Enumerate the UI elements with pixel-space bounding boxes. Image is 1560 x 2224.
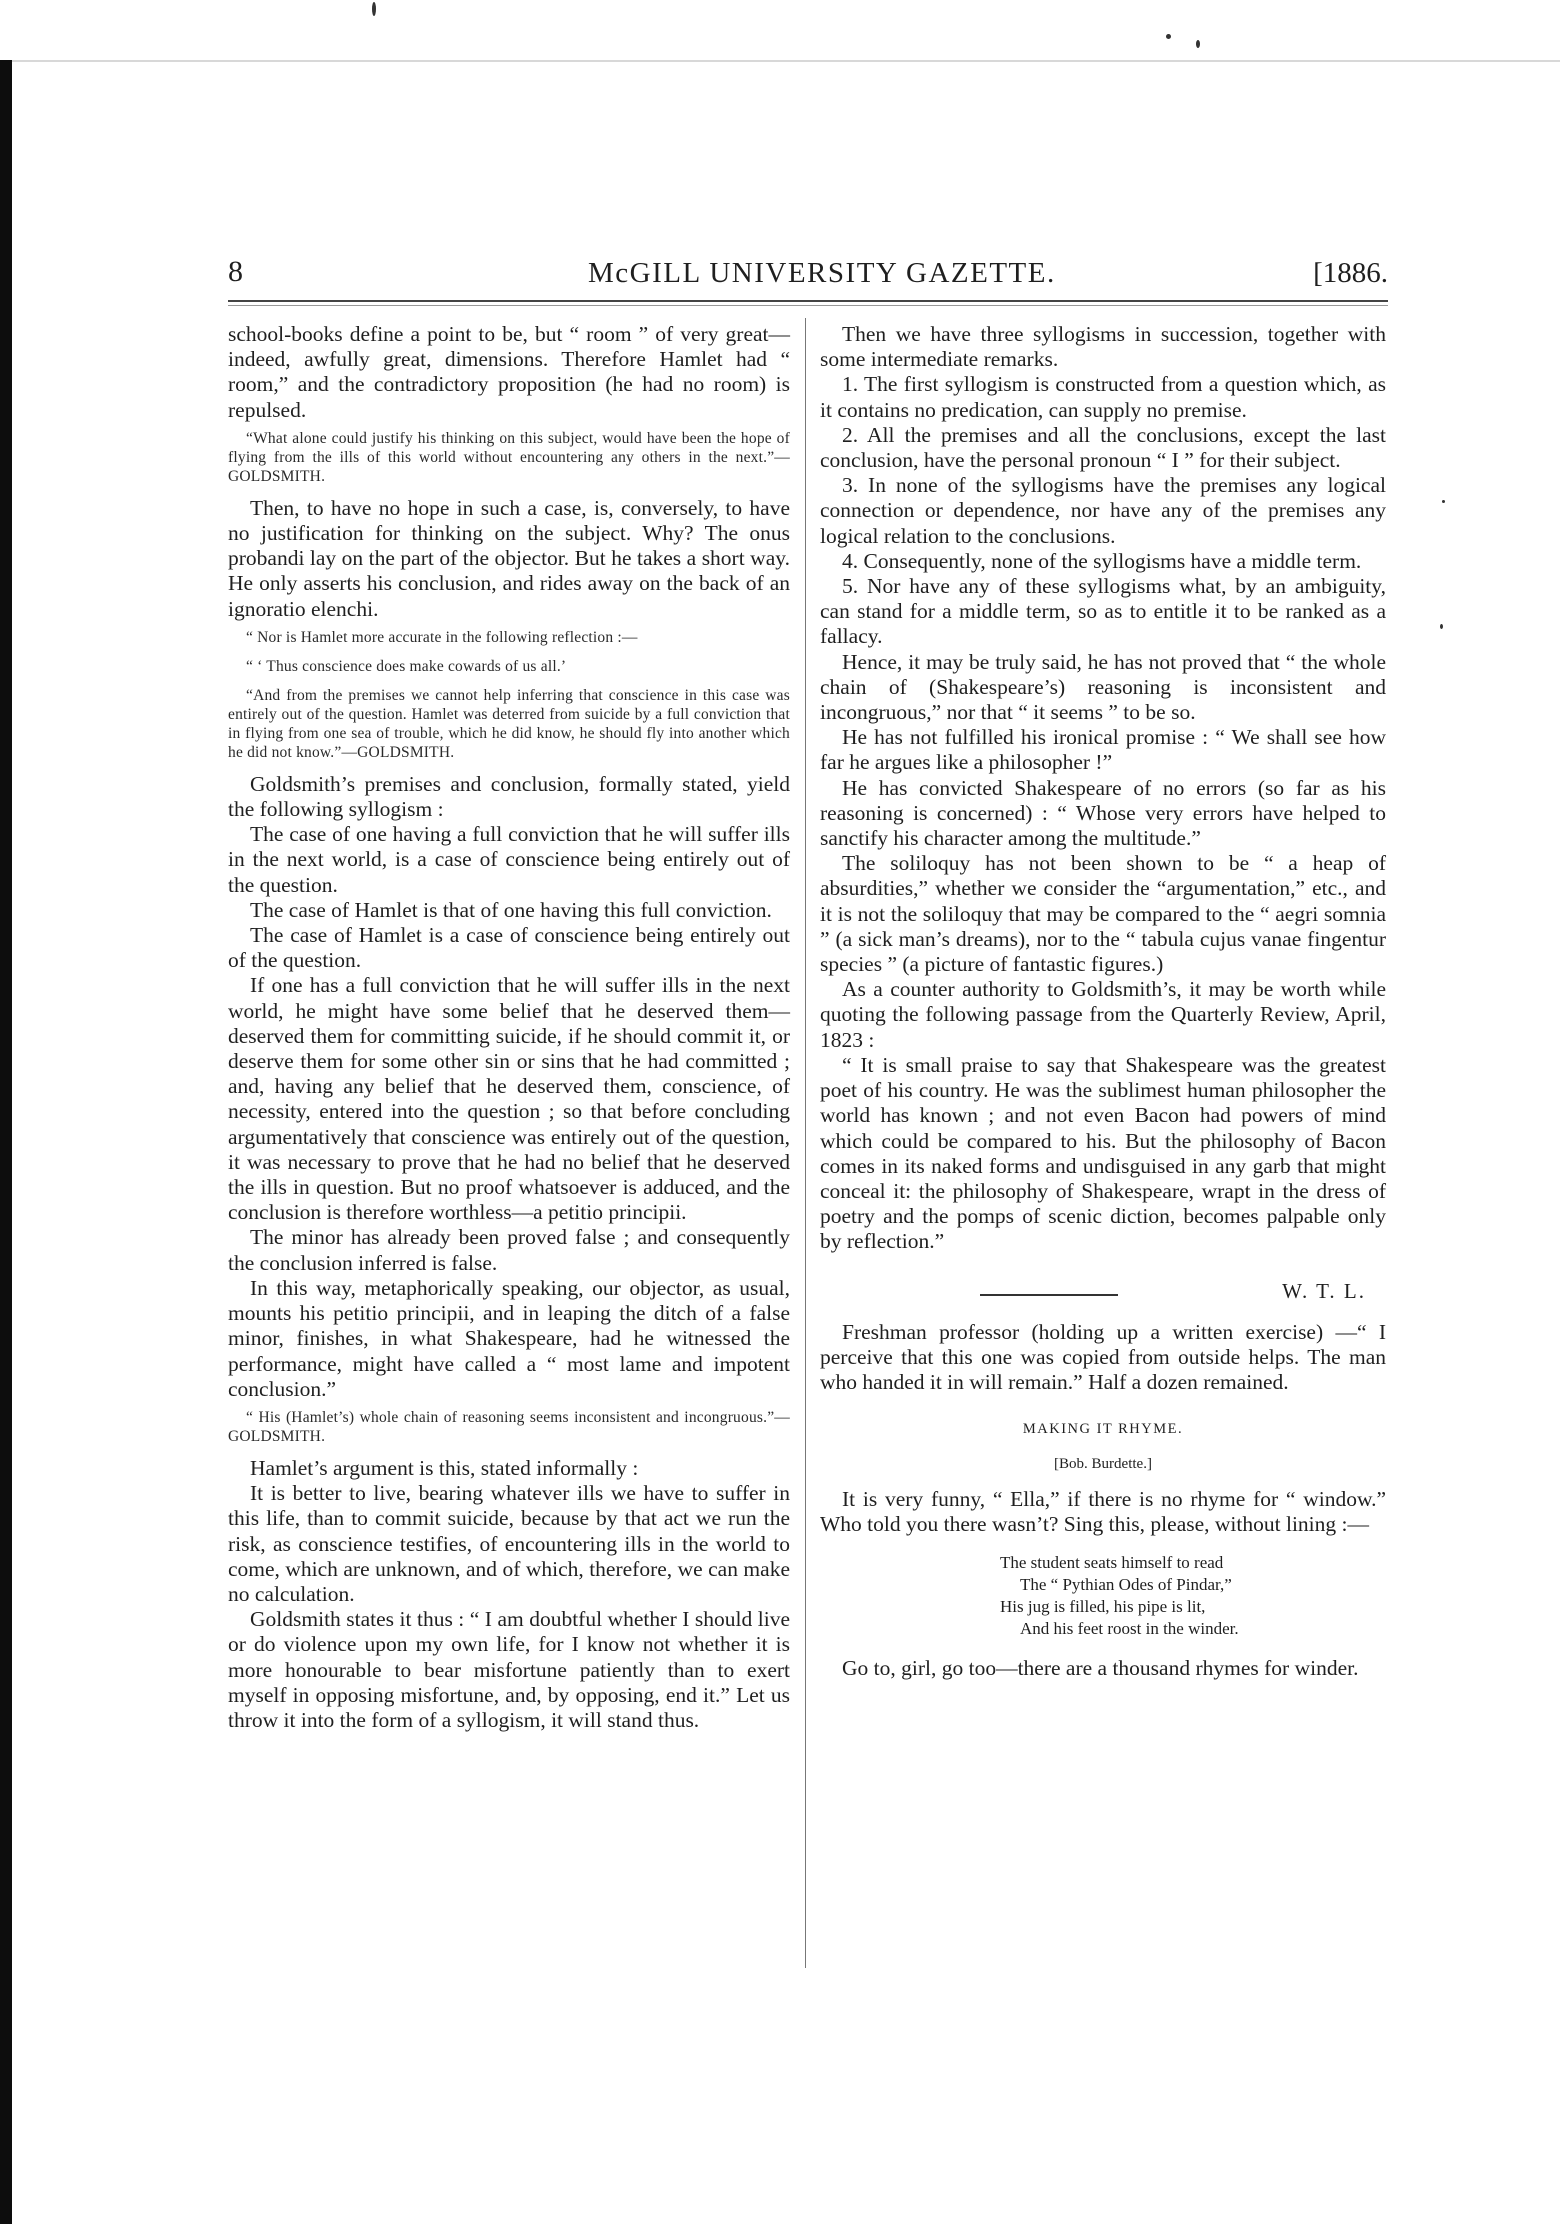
paragraph: 1. The first syllogism is constructed from a question which, as it contains no predication, can supply no premise. [820,372,1386,422]
closing-paragraph: Go to, girl, go too—there are a thousand rhymes for winder. [842,1655,1359,1680]
paragraph: The case of Hamlet is that of one having this full conviction. [250,897,772,922]
paragraph: He has not fulfilled his ironical promise : “ We shall see how far he argues like a philosopher !” [820,725,1386,775]
verse-line: The student seats himself to read [1000,1552,1224,1572]
scan-speck [1440,624,1443,629]
anecdote: Freshman professor (holding up a written exercise) —“ I perceive that this one was copied from outside helps. The man who handed it in will remain.” Half a dozen remained. [820,1319,1386,1394]
paragraph: He has convicted Shakespeare of no errors (so far as his reasoning is concerned) : “ Whose very errors have helped to sanctify his character among the multitude.” [820,775,1386,851]
paragraph: 3. In none of the syllogisms have the premises any logical connection or dependence, nor have any of the premises any logical relation to the conclusions. [820,473,1386,548]
paragraph: school-books define a point to be, but “ room ” of very great—indeed, awfully great, dimensions. Therefore Hamlet had “ room,” and the contradictory proposition (he had no room) is repulsed. [228,322,790,422]
column-divider [805,318,806,1968]
paragraph: Goldsmith’s premises and conclusion, formally stated, yield the following syllogism : [228,771,790,822]
verse [820,1552,1386,1640]
paragraph: “ It is small praise to say that Shakespeare was the greatest poet of his country. He was the sublimest human philosopher the world has known ; and not even Bacon had powers of mind which could be compared to his. But the philosophy of Bacon comes in its naked forms and undisguised in any garb that might conceal it: the philosophy of Shakespeare, wrapt in the dress of poetry and the pomps of scenic diction, becomes palpable only by reflection.” [820,1052,1386,1254]
block-quote: “ ‘ Thus conscience does make cowards of us all.’ [246,657,567,675]
page-header [228,255,1388,295]
paragraph: Then, to have no hope in such a case, is, conversely, to have no justification for thinking on the subject. Why? The onus probandi lay on the part of the objector. But he takes a short way. He only asserts his conclusion, and rides away on the back of an ignoratio elenchi. [228,495,790,621]
block-quote: “ Nor is Hamlet more accurate in the following reflection :— [246,628,638,646]
scan-speck [372,2,376,16]
publication-year: [1886. [1313,257,1388,289]
paragraph: As a counter authority to Goldsmith’s, it may be worth while quoting the following passage from the Quarterly Review, April, 1823 : [820,977,1386,1052]
paragraph: Hence, it may be truly said, he has not proved that “ the whole chain of (Shakespeare’s) reasoning is inconsistent and incongruous,” nor that “ it seems ” to be so. [820,649,1386,725]
header-rule-thin [228,305,1388,306]
scan-speck [1442,500,1445,503]
paragraph: The soliloquy has not been shown to be “ a heap of absurdities,” whether we consider the “argumentation,” etc., and it is not the soliloquy that may be compared to the “ aegri somnia ” (a sick man’s dreams), nor to the “ tabula cujus vanae fingentur species ” (a picture of fantastic figures.) [820,851,1386,977]
verse-line: His jug is filled, his pipe is lit, [1000,1596,1206,1616]
right-column [820,322,1386,1681]
signature: W. T. L. [1282,1278,1366,1303]
right-column-article [820,322,1386,1255]
paragraph: In this way, metaphorically speaking, our objector, as usual, mounts his petitio principii, and in leaping the ditch of a false minor, finishes, in what Shakespeare, had he witnessed the performance, might have called a “ most lame and impotent conclusion.” [228,1275,790,1401]
paragraph: Goldsmith states it thus : “ I am doubtful whether I should live or do violence upon my own life, for I know not whether it is more honourable to bear misfortune patiently than to exert myself in opposing misfortune, and, by opposing, end it.” Let us throw it into the form of a syllogism, it will stand thus. [228,1607,790,1732]
scan-speck [1196,40,1200,48]
scan-border [0,60,12,2224]
block-quote: “ His (Hamlet’s) whole chain of reasoning seems inconsistent and incongruous.”—GOLDSMITH. [228,1408,790,1445]
page-number: 8 [228,255,243,288]
paragraph: 5. Nor have any of these syllogisms what, by an ambiguity, can stand for a middle term, so as to entitle it to be ranked as a fallacy. [820,574,1386,649]
block-quote: “What alone could justify his thinking on this subject, would have been the hope of flying from the ills of this world without encountering any others in the next.”—GOLDSMITH. [228,429,790,485]
paragraph: The case of Hamlet is a case of conscience being entirely out of the question. [228,923,790,973]
left-column [228,322,790,1733]
paragraph: Hamlet’s argument is this, stated informally : [250,1455,639,1480]
paragraph: If one has a full conviction that he will suffer ills in the next world, he might have some belief that he deserved them—deserved them for committing suicide, if he should commit it, or deserve them for some other sin or sins that he had committed ; and, having any belief that he deserved them, conscience, of necessity, entered into the question ; so that before concluding argumentatively that conscience was entirely out of the question, it was necessary to prove that he had no belief that he deserved the ills in question. But no proof whatsoever is adduced, and the conclusion is therefore worthless—a petitio principii. [228,973,790,1225]
paragraph: The minor has already been proved false ; and consequently the conclusion inferred is false. [228,1225,790,1275]
poem-intro: It is very funny, “ Ella,” if there is no rhyme for “ window.” Who told you there wasn’t? Sing this, please, without lining :— [820,1487,1386,1537]
poem-byline: [Bob. Burdette.] [1054,1456,1152,1473]
paragraph: 4. Consequently, none of the syllogisms have a middle term. [842,548,1362,573]
verse-line: And his feet roost in the winder. [1020,1618,1239,1638]
publication-title: McGILL UNIVERSITY GAZETTE. [588,257,1056,289]
poem-heading: MAKING IT RHYME. [1022,1421,1184,1438]
scan-speck [1166,34,1171,39]
paragraph: 2. All the premises and all the conclusions, except the last conclusion, have the personal pronoun “ I ” for their subject. [820,422,1386,473]
verse-line: The “ Pythian Odes of Pindar,” [1020,1574,1232,1594]
header-rule [228,300,1388,302]
paragraph: The case of one having a full conviction that he will suffer ills in the next world, is a case of conscience being entirely out of the question. [228,822,790,897]
paragraph: It is better to live, bearing whatever ills we have to suffer in this life, than to commit suicide, because by that act we run the risk, as conscience testifies, of encountering ills in the world to come, which are unknown, and of which, therefore, we can make no calculation. [228,1481,790,1606]
block-quote: “And from the premises we cannot help inferring that conscience in this case was entirely out of the question. Hamlet was deterred from suicide by a full conviction that in flying from one sea of trouble, which he did know, he should fly into another which he did not know.”—GOLDSMITH. [228,686,790,761]
paragraph: Then we have three syllogisms in succession, together with some intermediate remarks. [820,322,1386,372]
